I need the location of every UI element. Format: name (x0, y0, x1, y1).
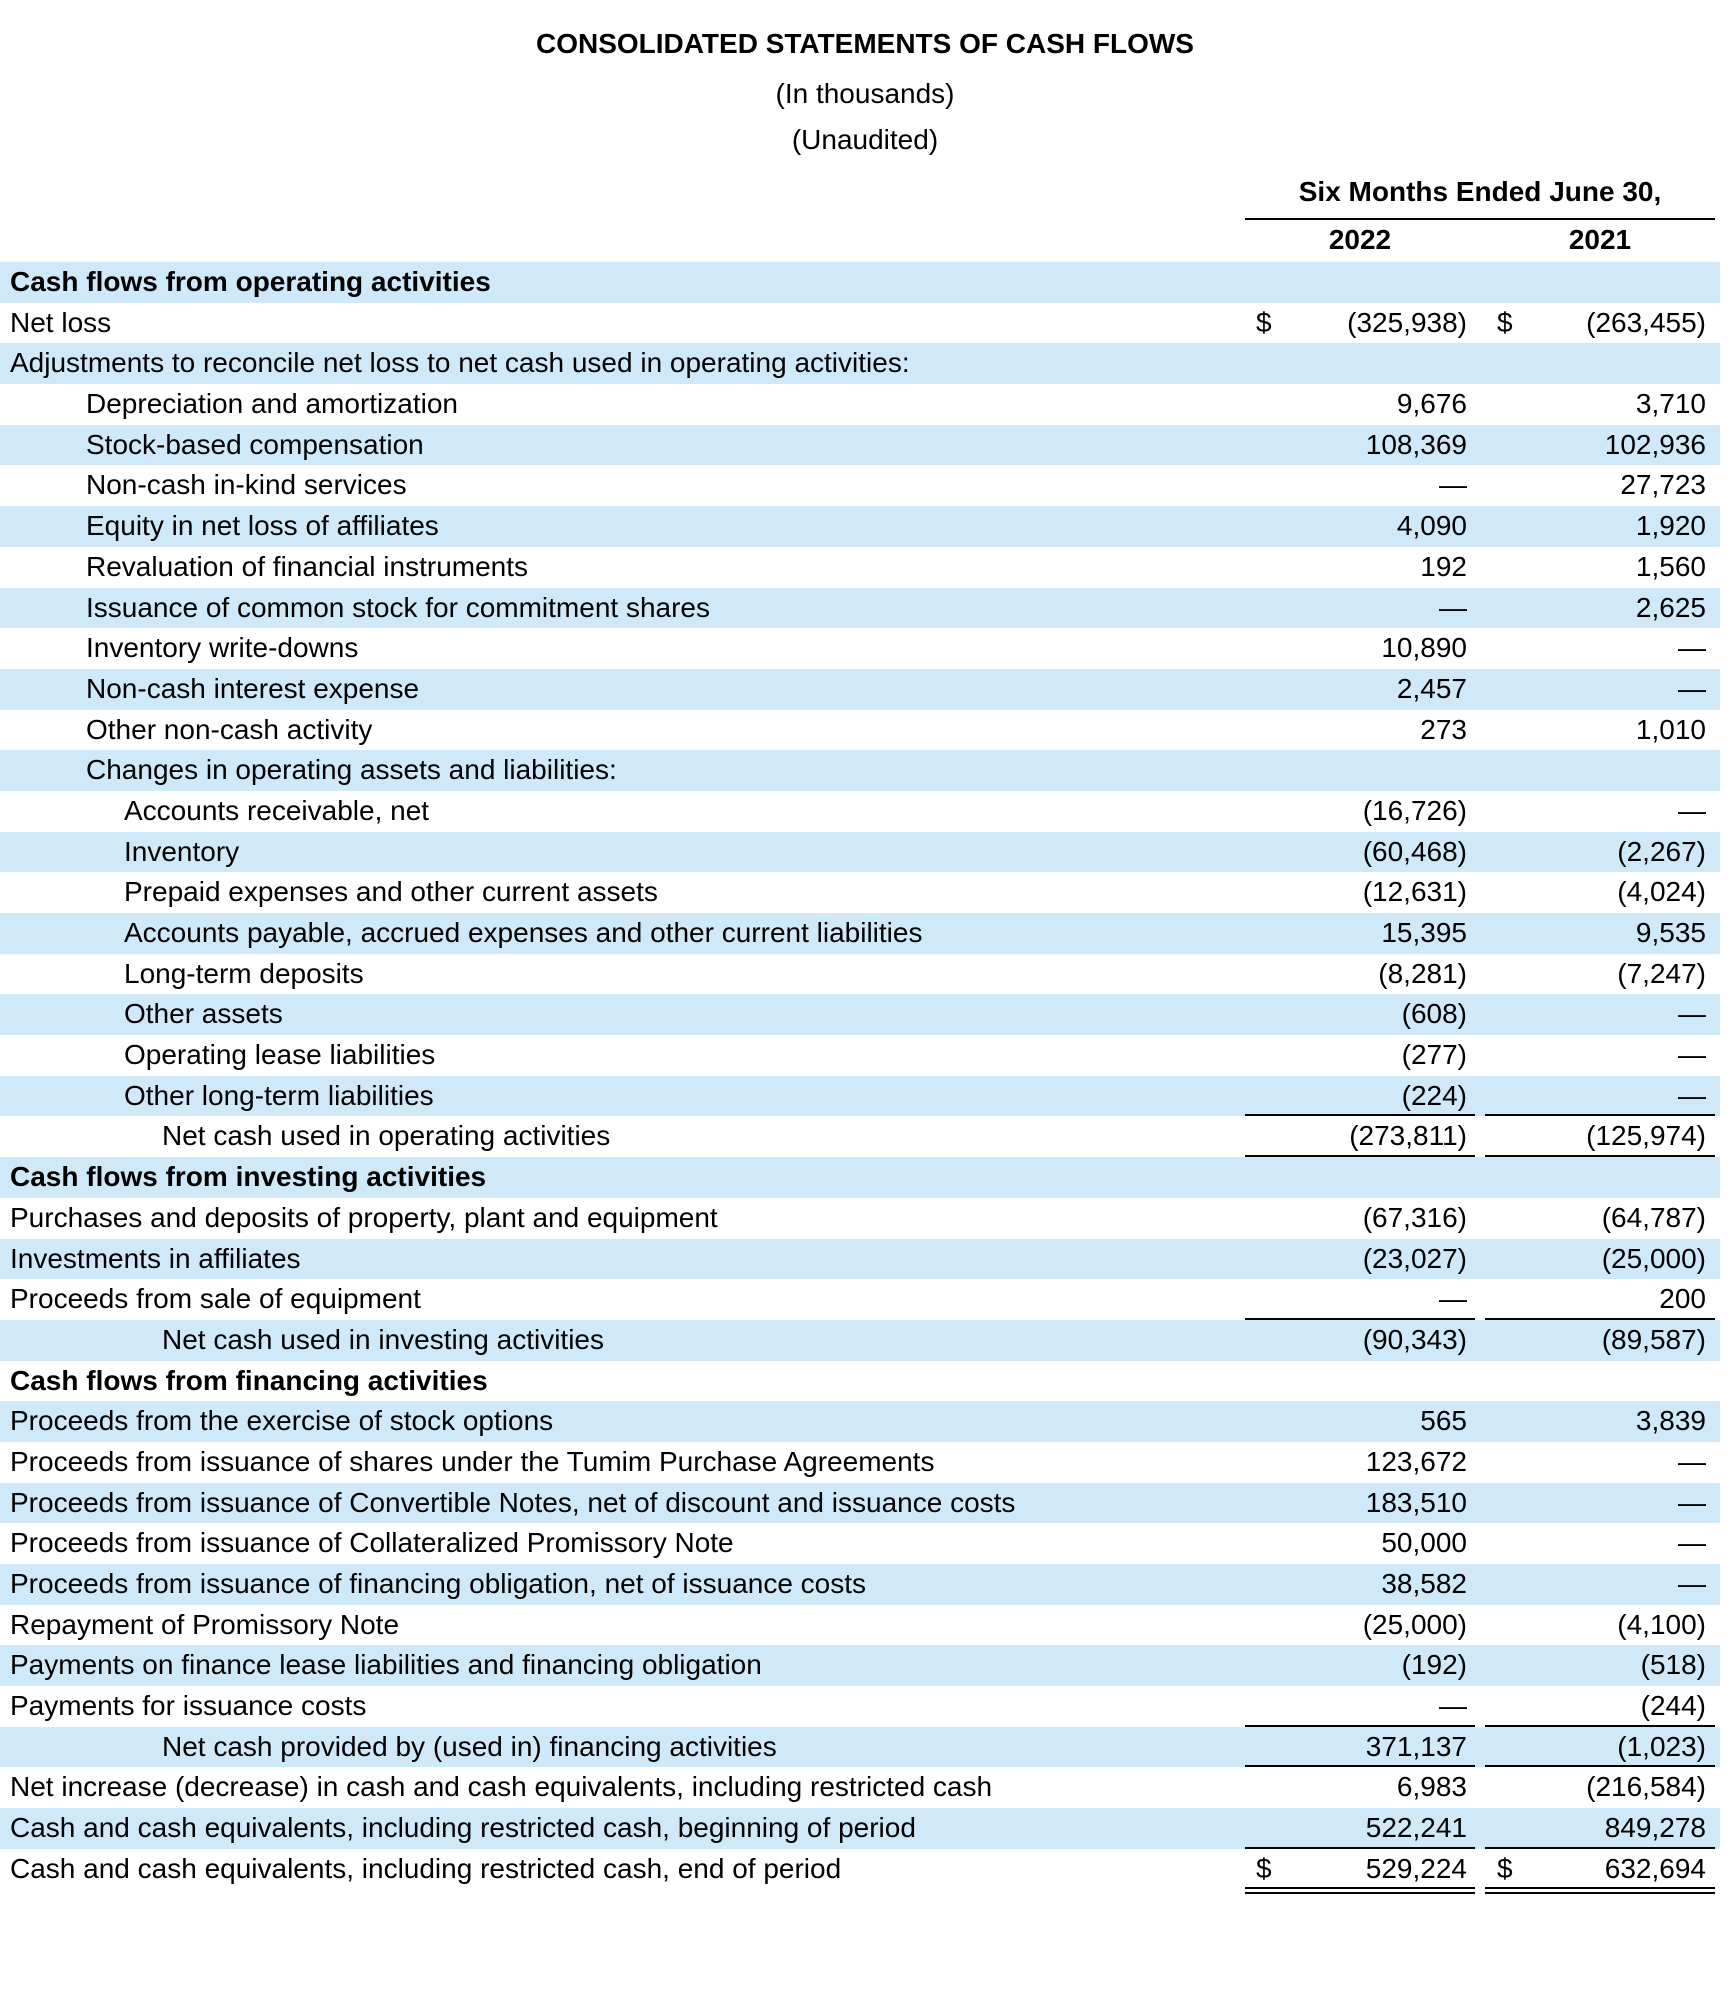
row-label: Accounts receivable, net (124, 794, 430, 826)
value-2022: 371,137 (1365, 1730, 1467, 1762)
value-2021: (125,974) (1586, 1120, 1706, 1152)
value-2022: — (1439, 469, 1467, 501)
row-label: Cash and cash equivalents, including restricted cash, end of period (10, 1852, 842, 1884)
row-label: Cash flows from operating activities (10, 266, 491, 297)
value-2022: 2,457 (1396, 672, 1467, 704)
table-row (0, 1523, 1720, 1564)
value-2022: (8,281) (1378, 957, 1467, 989)
table-row (0, 384, 1720, 425)
currency-symbol: $ (1256, 306, 1272, 338)
row-label: Inventory write-downs (86, 632, 359, 664)
value-2021: — (1678, 794, 1706, 826)
row-label: Cash flows from investing activities (10, 1161, 487, 1193)
table-row (0, 750, 1720, 791)
row-label: Non-cash interest expense (86, 672, 420, 704)
table-row (0, 1767, 1720, 1808)
table-row (0, 669, 1720, 710)
row-label: Depreciation and amortization (86, 388, 458, 420)
total-double-rule (1245, 1887, 1475, 1894)
table-row (0, 262, 1720, 303)
value-2022: (23,027) (1362, 1242, 1467, 1274)
row-label: Net cash provided by (used in) financing activities (162, 1730, 777, 1762)
currency-symbol: $ (1497, 1852, 1513, 1884)
value-2021: (2,267) (1617, 835, 1706, 867)
value-2021: 1,560 (1635, 550, 1706, 582)
value-2021: 3,710 (1635, 388, 1706, 420)
row-label: Proceeds from issuance of Collateralized Promissory Note (10, 1527, 734, 1559)
row-label: Non-cash in-kind services (86, 469, 407, 501)
value-2021: 632,694 (1604, 1852, 1706, 1884)
value-2021: (7,247) (1617, 957, 1706, 989)
row-label: Other non-cash activity (86, 713, 373, 745)
value-2022: (60,468) (1362, 835, 1467, 867)
value-2022: 192 (1420, 550, 1467, 582)
table-row (0, 1808, 1720, 1849)
value-2022: (224) (1401, 1079, 1467, 1111)
value-2022: — (1439, 1690, 1467, 1722)
value-2021: 9,535 (1635, 917, 1706, 948)
table-row (0, 791, 1720, 832)
value-2022: 9,676 (1396, 388, 1467, 420)
column-header-2021: 2021 (1568, 224, 1632, 255)
value-2021: 200 (1659, 1283, 1706, 1315)
row-label: Equity in net loss of affiliates (86, 510, 439, 542)
table-row (0, 343, 1720, 384)
table-row (0, 425, 1720, 466)
value-2021: (263,455) (1586, 306, 1706, 338)
value-2022: 529,224 (1365, 1852, 1467, 1884)
value-2021: 2,625 (1635, 591, 1706, 623)
statement-status: (Unaudited) (791, 124, 939, 155)
table-row (0, 1645, 1720, 1686)
row-label: Long-term deposits (124, 957, 364, 989)
value-2021: (216,584) (1586, 1771, 1706, 1803)
row-label: Cash flows from financing activities (10, 1364, 488, 1396)
table-row (0, 465, 1720, 506)
cash-flow-table (0, 262, 1720, 1890)
value-2022: (608) (1401, 998, 1467, 1030)
row-label: Adjustments to reconcile net loss to net cash used in operating activities: (10, 347, 910, 379)
row-label: Other long-term liabilities (124, 1079, 434, 1111)
table-row (0, 547, 1720, 588)
table-row (0, 1116, 1720, 1157)
table-row (0, 1686, 1720, 1727)
row-label: Payments on finance lease liabilities and financing obligation (10, 1649, 762, 1681)
row-label: Proceeds from sale of equipment (10, 1283, 421, 1315)
value-2022: (277) (1401, 1039, 1467, 1071)
value-2021: 102,936 (1604, 428, 1706, 460)
value-2022: (12,631) (1362, 876, 1467, 908)
value-2021: 3,839 (1635, 1405, 1706, 1437)
value-2022: 183,510 (1365, 1486, 1467, 1518)
row-label: Stock-based compensation (86, 428, 424, 460)
table-row (0, 1035, 1720, 1076)
value-2021: — (1678, 1079, 1706, 1111)
value-2022: — (1439, 591, 1467, 623)
table-row (0, 1239, 1720, 1280)
value-2022: 123,672 (1365, 1445, 1467, 1477)
value-2021: — (1678, 1527, 1706, 1559)
value-2021: — (1678, 1486, 1706, 1518)
table-row (0, 1605, 1720, 1646)
statement-title: CONSOLIDATED STATEMENTS OF CASH FLOWS (536, 28, 1194, 59)
row-label: Prepaid expenses and other current assets (124, 876, 658, 908)
value-2022: 565 (1420, 1405, 1467, 1437)
row-label: Operating lease liabilities (124, 1039, 436, 1071)
value-2022: 522,241 (1365, 1812, 1467, 1844)
table-row (0, 1157, 1720, 1198)
table-row (0, 1320, 1720, 1361)
row-label: Cash and cash equivalents, including restricted cash, beginning of period (10, 1812, 916, 1844)
value-2021: (518) (1640, 1649, 1706, 1681)
value-2021: (64,787) (1601, 1201, 1706, 1233)
value-2021: — (1678, 672, 1706, 704)
value-2022: 273 (1420, 713, 1467, 745)
row-label: Net loss (10, 306, 112, 338)
value-2022: 6,983 (1396, 1771, 1467, 1803)
table-row (0, 1198, 1720, 1239)
period-header: Six Months Ended June 30, (1298, 176, 1662, 207)
row-label: Proceeds from issuance of Convertible Notes, net of discount and issuance costs (10, 1486, 1016, 1518)
value-2021: (1,023) (1617, 1730, 1706, 1762)
row-label: Proceeds from issuance of shares under the Tumim Purchase Agreements (10, 1445, 935, 1477)
table-row (0, 1727, 1720, 1768)
value-2022: (90,343) (1362, 1323, 1467, 1355)
value-2022: 50,000 (1381, 1527, 1467, 1559)
table-row (0, 1442, 1720, 1483)
value-2022: (273,811) (1349, 1120, 1467, 1152)
row-label: Other assets (124, 998, 283, 1030)
value-2022: 10,890 (1381, 632, 1467, 664)
table-row (0, 1564, 1720, 1605)
table-row (0, 588, 1720, 629)
table-row (0, 1076, 1720, 1117)
period-header-rule (1245, 218, 1715, 220)
row-label: Proceeds from the exercise of stock options (10, 1405, 554, 1437)
column-header-2022: 2022 (1328, 224, 1392, 255)
table-row (0, 1401, 1720, 1442)
table-row (0, 1279, 1720, 1320)
row-label: Inventory (124, 835, 240, 867)
table-row (0, 913, 1720, 954)
value-2021: (25,000) (1601, 1242, 1706, 1274)
value-2021: — (1678, 1445, 1706, 1477)
row-label: Revaluation of financial instruments (86, 550, 529, 582)
value-2021: 1,010 (1635, 713, 1706, 745)
total-double-rule (1485, 1887, 1715, 1894)
row-label: Proceeds from issuance of financing obligation, net of issuance costs (10, 1568, 867, 1599)
value-2022: (67,316) (1362, 1201, 1467, 1233)
row-label: Net increase (decrease) in cash and cash equivalents, including restricted cash (10, 1771, 993, 1803)
currency-symbol: $ (1497, 306, 1513, 338)
table-row (0, 710, 1720, 751)
table-row (0, 628, 1720, 669)
table-row (0, 303, 1720, 344)
row-label: Accounts payable, accrued expenses and other current liabilities (124, 917, 923, 948)
row-label: Net cash used in operating activities (162, 1120, 611, 1152)
value-2021: (244) (1640, 1690, 1706, 1722)
value-2022: 38,582 (1381, 1568, 1467, 1599)
value-2021: (4,024) (1617, 876, 1706, 908)
statement-units: (In thousands) (775, 78, 955, 109)
value-2022: 15,395 (1381, 917, 1467, 948)
table-row (0, 1483, 1720, 1524)
value-2022: (192) (1401, 1649, 1467, 1681)
value-2022: 4,090 (1396, 510, 1467, 542)
table-row (0, 506, 1720, 547)
row-label: Purchases and deposits of property, plant and equipment (10, 1201, 718, 1233)
value-2021: — (1678, 998, 1706, 1030)
table-row (0, 872, 1720, 913)
row-label: Payments for issuance costs (10, 1690, 367, 1722)
row-label: Repayment of Promissory Note (10, 1608, 400, 1640)
table-row (0, 1849, 1720, 1890)
value-2021: (4,100) (1617, 1608, 1706, 1640)
table-row (0, 832, 1720, 873)
row-label: Investments in affiliates (10, 1242, 301, 1274)
value-2021: 27,723 (1620, 469, 1706, 501)
value-2021: — (1678, 1568, 1706, 1599)
table-row (0, 994, 1720, 1035)
value-2021: — (1678, 1039, 1706, 1071)
table-row (0, 954, 1720, 995)
value-2021: (89,587) (1601, 1323, 1706, 1355)
row-label: Changes in operating assets and liabilities: (86, 754, 617, 786)
row-label: Issuance of common stock for commitment shares (86, 591, 710, 623)
value-2022: — (1439, 1283, 1467, 1315)
value-2022: (325,938) (1347, 306, 1467, 338)
value-2021: — (1678, 632, 1706, 664)
value-2021: 849,278 (1604, 1812, 1706, 1844)
value-2022: (25,000) (1362, 1608, 1467, 1640)
table-row (0, 1361, 1720, 1402)
value-2021: 1,920 (1635, 510, 1706, 542)
value-2022: 108,369 (1365, 428, 1467, 460)
row-label: Net cash used in investing activities (162, 1323, 604, 1355)
currency-symbol: $ (1256, 1852, 1272, 1884)
value-2022: (16,726) (1362, 794, 1467, 826)
